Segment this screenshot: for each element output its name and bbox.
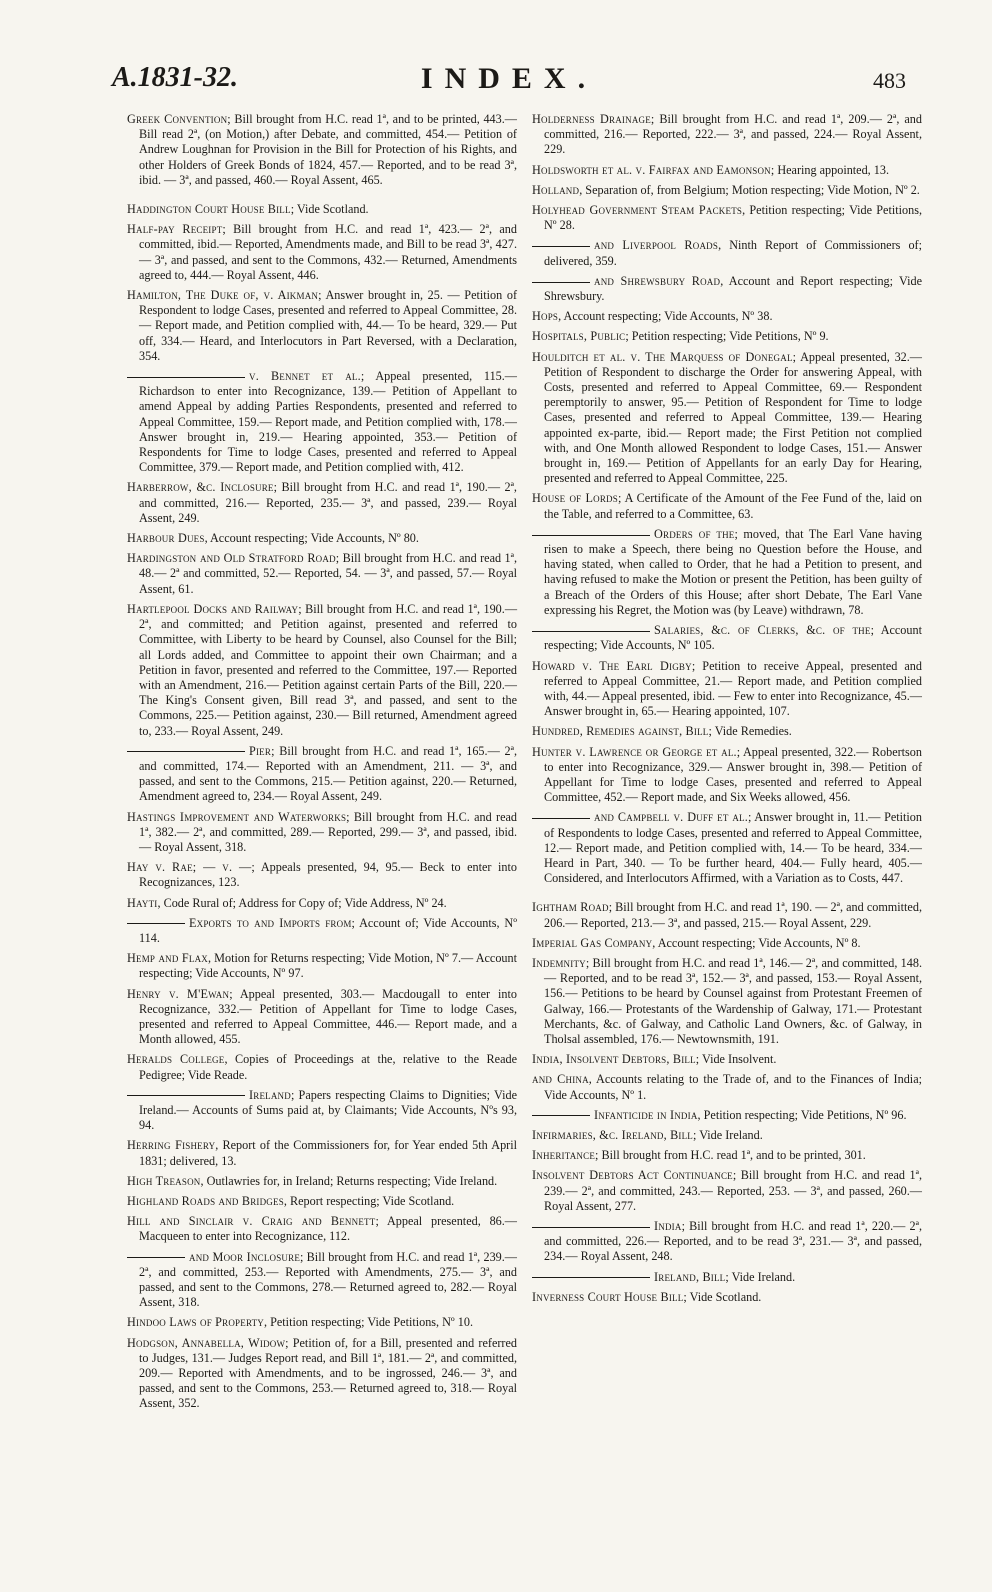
index-entry bbox=[532, 1072, 922, 1102]
entry-headword: and Campbell v. Duff et al. bbox=[594, 810, 748, 825]
entry-text: ; Bill brought from H.C. and read 1ª, 209.— 2ª, and committed, 216.— Reported, 222.— 3ª, and passed, 224.— Royal Assent, 229. bbox=[544, 112, 922, 157]
entry-text: , Accounts relating to the Trade of, and to the Finances of India; Vide Accounts, Nº 1. bbox=[544, 1072, 922, 1102]
entry-headword: Infirmaries, &c. Ireland, Bill bbox=[532, 1127, 694, 1142]
index-entry bbox=[127, 1336, 517, 1412]
repeat-rule bbox=[532, 535, 650, 536]
entry-text: ; Petition respecting; Vide Petitions, Nº 9. bbox=[625, 329, 829, 344]
entry-text: , Petition respecting; Vide Petitions, Nº 28. bbox=[544, 203, 922, 233]
index-entry bbox=[127, 1088, 517, 1134]
entry-headword: v. Bennet et al. bbox=[249, 369, 361, 384]
entry-text: ; Bill brought from H.C. and read 1ª, 239.— 2ª, and committed, 253.— Reported with Amendments, 275.— 3ª, and passed, and sent to the Commons, 278.— Returned agreed to, 282.— Royal Assent, 318. bbox=[139, 1249, 517, 1310]
entry-headword: Hospitals, Public bbox=[532, 329, 626, 344]
repeat-rule bbox=[127, 1095, 245, 1096]
entry-text: , Report respecting; Vide Scotland. bbox=[283, 1194, 455, 1208]
entry-headword: Hayti bbox=[127, 895, 158, 910]
entry-headword: and China bbox=[532, 1072, 589, 1087]
index-entry bbox=[127, 744, 517, 805]
index-entry bbox=[532, 936, 922, 951]
entry-text: ; Vide Scotland. bbox=[683, 1289, 762, 1304]
index-entry bbox=[127, 951, 517, 981]
index-entry bbox=[127, 288, 517, 364]
index-entry bbox=[127, 222, 517, 283]
index-entry bbox=[532, 1270, 922, 1285]
index-entry bbox=[127, 202, 517, 217]
entry-text: ; Bill brought from H.C. read 1ª, and to be printed, 443.— Bill read 2ª, (on Motion,) after Debate, and committed, 454.— Petition of Andrew Loughnan for Provision in the Bill for Protection of his Rights, and other Holders of Greek Bonds of 1824, 457.— Reported, and to be read 3ª, ibid. — 3ª, and passed, 460.— Royal Assent, 465. bbox=[139, 112, 517, 187]
repeat-rule bbox=[127, 751, 245, 752]
entry-text: , Ninth Report of Commissioners of; delivered, 359. bbox=[544, 238, 923, 268]
repeat-rule bbox=[127, 1257, 185, 1258]
index-entry bbox=[127, 480, 517, 526]
entry-text: ; Appeal presented, 322.— Robertson to enter into Recognizance, 329.— Answer brought in, 398.— Petition of Appellant for Time to lodge Cases, presented and referred to Appeal Committee, 452.— Report made, and Six Weeks allowed, 456. bbox=[544, 744, 922, 805]
entry-headword: Indemnity bbox=[532, 955, 586, 970]
entry-text: ; Papers respecting Claims to Dignities; Vide Ireland.— Accounts of Sums paid at, by Claimants; Vide Accounts, Nºs 93, 94. bbox=[139, 1087, 517, 1133]
index-entry bbox=[532, 1108, 922, 1123]
entry-text: ; Hearing appointed, 13. bbox=[770, 162, 890, 177]
entry-headword: Hemp and Flax bbox=[127, 951, 208, 966]
entry-text: , Separation of, from Belgium; Motion respecting; Vide Motion, Nº 2. bbox=[579, 182, 920, 197]
entry-headword: Inverness Court House Bill bbox=[532, 1289, 684, 1304]
index-entry bbox=[532, 724, 922, 739]
index-entry bbox=[127, 551, 517, 597]
entry-headword: High Treason bbox=[127, 1173, 201, 1188]
entry-headword: India bbox=[654, 1219, 682, 1233]
entry-headword: Hastings Improvement and Waterworks bbox=[127, 809, 347, 824]
entry-text: ; Vide Scotland. bbox=[290, 202, 369, 217]
index-entry bbox=[532, 274, 922, 304]
header-year: A.1831-32. bbox=[112, 62, 238, 93]
repeat-rule bbox=[532, 1227, 650, 1228]
entry-text: ; moved, that The Earl Vane having risen to make a Speech, there being no Question before the House, and having stated, when called to Order, that he had a Petition to present, and having refused to make the Motion or present the Petition, has been guilty of a Breach of the Orders of this House; after short Debate, The Earl Vane expressing his Regret, the Motion was (by Leave) withdrawn, 78. bbox=[544, 526, 922, 617]
repeat-rule bbox=[532, 1277, 650, 1278]
entry-text: , Account and Report respecting; Vide Shrewsbury. bbox=[544, 273, 922, 304]
entry-headword: Hamilton, The Duke of, v. Aikman bbox=[127, 288, 319, 303]
entry-text: , Code Rural of; Address for Copy of; Vide Address, Nº 24. bbox=[157, 895, 447, 910]
entry-headword: Holland bbox=[532, 182, 580, 197]
index-entry bbox=[532, 183, 922, 198]
entry-headword: Hundred, Remedies against, Bill bbox=[532, 724, 709, 739]
entry-headword: Ireland, Bill bbox=[654, 1269, 726, 1284]
entry-headword: Pier bbox=[249, 743, 272, 758]
repeat-rule bbox=[532, 246, 590, 247]
entry-headword: Haddington Court House Bill bbox=[127, 202, 291, 217]
entry-text: ; Bill brought from H.C. and read 1ª, 48.— 2ª and committed, 52.— Reported, 54. — 3ª, and passed, 57.— Royal Assent, 61. bbox=[139, 551, 517, 596]
entry-headword: Infanticide in India bbox=[594, 1107, 698, 1122]
entry-text: ; Bill brought from H.C. and read 1ª, 382.— 2ª, and committed, 289.— Reported, 299.— 3ª, and passed, ibid.— Royal Assent, 318. bbox=[139, 809, 518, 854]
index-entry bbox=[127, 1250, 517, 1311]
entry-headword: Inheritance bbox=[532, 1148, 596, 1163]
entry-text: ; Bill brought from H.C. and read 1ª, 165.— 2ª, and committed, 174.— Reported with an Amendment, 211. — 3ª, and passed, and sent to the Commons, 215.— Petition against, 220.— Returned, Amendment agreed to, 234.— Royal Assent, 249. bbox=[139, 743, 517, 804]
index-entry bbox=[127, 1138, 517, 1168]
entry-text: ; Bill brought from H.C. and read 1ª, 423.— 2ª, and committed, ibid.— Reported, Amendments made, and Bill to be read 3ª, 427.— 3ª, and passed, and sent to the Commons, 432.— Returned, Amendments agreed to, 444.— Royal Assent, 446. bbox=[139, 222, 517, 282]
index-entry bbox=[127, 860, 517, 890]
index-entry bbox=[532, 350, 922, 487]
index-entry bbox=[532, 238, 922, 268]
index-entry bbox=[532, 900, 922, 930]
index-entry bbox=[532, 810, 922, 886]
index-entry bbox=[532, 1052, 922, 1067]
repeat-rule bbox=[127, 377, 245, 378]
entry-headword: Hardingston and Old Stratford Road bbox=[127, 551, 336, 566]
index-entry bbox=[532, 1290, 922, 1305]
entry-text: ; Appeal presented, 32.— Petition of Respondent to discharge the Order for answering Appeal, with Costs, presented and referred to Appeal Committee, 69.— Respondent peremptorily to answer, 95.— Petition of Respondent for Time to lodge Cases, presented and referred to Appeal Committee, 139.— Hearing appointed ex-parte, ibid.— Report made; the First Petition not complied with, and One Month allowed Respondent to lodge Cases, 151.— Answer brought in, 169.— Petition of Appellants for an early Day for Hearing, presented and referred to Appeal Committee, 225. bbox=[544, 349, 922, 486]
entry-text: , Outlawries for, in Ireland; Returns respecting; Vide Ireland. bbox=[200, 1173, 498, 1188]
repeat-rule bbox=[532, 631, 650, 632]
entry-headword: Salaries, &c. of Clerks, &c. of the bbox=[654, 623, 871, 638]
page-header bbox=[112, 62, 906, 102]
entry-text: ; Answer brought in, 25. — Petition of Respondent to lodge Cases, presented and referred to Appeal Committee, 28.— Report made, and Petition complied with, 44.— To be heard, 329.— Put off, 334.— Heard, and Interlocutors in Part Reversed, with a Declaration, 354. bbox=[139, 288, 518, 363]
entry-text: ; Petition of, for a Bill, presented and referred to Judges, 131.— Judges Report read, and Bill 1ª, 181.— 2ª, and committed, 209.— Reported with Amendments, and to be ingrossed, 246.— 3ª, and passed, and sent to the Commons, 253.— Returned agreed to, 318.— Royal Assent, 352. bbox=[139, 1335, 517, 1411]
entry-headword: Holyhead Government Steam Packets bbox=[532, 203, 743, 218]
repeat-rule bbox=[532, 818, 590, 819]
left-column bbox=[127, 112, 517, 1417]
entry-text: ; Vide Remedies. bbox=[708, 724, 792, 739]
entry-headword: Heralds College bbox=[127, 1052, 225, 1067]
index-entry bbox=[127, 531, 517, 546]
entry-headword: Herring Fishery bbox=[127, 1138, 216, 1153]
entry-headword: Hodgson, Annabella, Widow bbox=[127, 1335, 286, 1350]
entry-headword: Highland Roads and Bridges bbox=[127, 1194, 284, 1208]
entry-headword: and Moor Inclosure bbox=[189, 1249, 301, 1264]
index-entry bbox=[532, 203, 922, 233]
index-entry bbox=[127, 369, 517, 475]
entry-text: ; Bill brought from H.C. read 1ª, and to be printed, 301. bbox=[595, 1148, 866, 1163]
entry-headword: Imperial Gas Company bbox=[532, 935, 653, 950]
repeat-rule bbox=[532, 282, 590, 283]
right-column bbox=[532, 112, 922, 1310]
index-entry bbox=[127, 112, 517, 188]
entry-text: ; A Certificate of the Amount of the Fee Fund of the, laid on the Table, and referred to a Committee, 63. bbox=[544, 491, 923, 521]
entry-headword: Harbour Dues bbox=[127, 531, 205, 546]
index-entry bbox=[127, 987, 517, 1048]
repeat-rule bbox=[532, 1115, 590, 1116]
entry-text: , Copies of Proceedings at the, relative to the Reade Pedigree; Vide Reade. bbox=[139, 1052, 517, 1082]
index-entry bbox=[532, 112, 922, 158]
entry-headword: and Liverpool Roads bbox=[594, 238, 719, 253]
entry-text: ; Vide Ireland. bbox=[725, 1269, 796, 1284]
entry-text: , Petition respecting; Vide Petitions, Nº 96. bbox=[697, 1107, 907, 1122]
entry-headword: Exports to and Imports from bbox=[189, 915, 352, 930]
index-entry bbox=[532, 659, 922, 720]
entry-text: , Report of the Commissioners for, for Year ended 5th April 1831; delivered, 13. bbox=[139, 1138, 517, 1168]
entry-headword: and Shrewsbury Road bbox=[594, 273, 721, 288]
index-entry bbox=[532, 1168, 922, 1214]
entry-text: Appeals presented, 94, 95.— Beck to enter into Recognizances, 123. bbox=[139, 860, 517, 890]
index-entry bbox=[127, 1052, 517, 1082]
index-entry bbox=[532, 1148, 922, 1163]
entry-headword: Holderness Drainage bbox=[532, 112, 651, 126]
index-entry bbox=[127, 916, 517, 946]
index-entry bbox=[127, 1214, 517, 1244]
entry-text: ; Appeal presented, 115.— Richardson to enter into Recognizance, 139.— Petition of Appellant to amend Appeal by adding Parties Respondents, presented and referred to Appeal Committee, 159.— Report made, and Petition complied with, 178.— Answer brought in, 219.— Hearing appointed, 353.— Petition of Respondents for Time to lodge Cases, presented and referred to Appeal Committee, 379.— Report made, and Petition complied with, 412. bbox=[139, 369, 517, 475]
entry-text: , Motion for Returns respecting; Vide Motion, Nº 7.— Account respecting; Vide Accounts, Nº 97. bbox=[139, 951, 517, 981]
entry-text: , Petition respecting; Vide Petitions, Nº 10. bbox=[264, 1315, 473, 1330]
entry-text: ; Bill brought from H.C. and read 1ª, 239.— 2ª, and committed, 243.— Reported, 253. — 3ª, and passed, 260.— Royal Assent, 277. bbox=[544, 1168, 922, 1213]
index-entry bbox=[127, 1194, 517, 1209]
entry-text: ; Bill brought from H.C. and read 1ª, 190.— 2ª, and committed, 216.— Reported, 235.— 3ª, and passed, 239.— Royal Assent, 249. bbox=[139, 480, 517, 525]
index-entry bbox=[532, 1219, 922, 1265]
entry-headword: Ireland bbox=[249, 1087, 291, 1102]
entry-headword: India, Insolvent Debtors, Bill bbox=[532, 1052, 696, 1067]
entry-text: ; Account of; Vide Accounts, Nº 114. bbox=[139, 915, 517, 945]
entry-headword: Ightham Road bbox=[532, 900, 609, 915]
index-entry bbox=[532, 1128, 922, 1143]
index-entry bbox=[532, 623, 922, 653]
entry-headword: Henry v. M'Ewan bbox=[127, 986, 230, 1001]
entry-text: ; Account respecting; Vide Accounts, Nº 105. bbox=[544, 623, 922, 653]
header-title: INDEX. bbox=[420, 62, 598, 95]
index-entry bbox=[127, 896, 517, 911]
index-entry bbox=[127, 1174, 517, 1189]
entry-headword: House of Lords bbox=[532, 491, 618, 506]
entry-headword: Insolvent Debtors Act Continuance bbox=[532, 1168, 733, 1183]
entry-headword: Hartlepool Docks and Railway bbox=[127, 601, 299, 616]
entry-headword: Orders of the bbox=[654, 526, 735, 541]
index-entry bbox=[532, 956, 922, 1047]
entry-headword: Hindoo Laws of Property bbox=[127, 1315, 265, 1330]
entry-text: ; Appeal presented, 86.— Macqueen to enter into Recognizance, 112. bbox=[139, 1214, 517, 1244]
page-number: 483 bbox=[873, 68, 906, 93]
entry-headword: Houlditch et al. v. The Marquess of Donegal bbox=[532, 349, 793, 364]
entry-text: ; Vide Ireland. bbox=[693, 1127, 763, 1142]
entry-headword: Greek Convention bbox=[127, 112, 228, 126]
entry-headword: Hops bbox=[532, 309, 559, 324]
entry-headword: Hunter v. Lawrence or George et al. bbox=[532, 744, 737, 759]
entry-headword: Harberrow, &c. Inclosure bbox=[127, 480, 274, 495]
entry-text: ; Petition to receive Appeal, presented and referred to Appeal Committee, 21.— Report made, and Petition complied with, 44.— Appeal presented, ibid. — Few to enter into Recognizance, 45.— Answer brought in, 65.— Hearing appointed, 107. bbox=[544, 658, 922, 719]
index-entry bbox=[532, 745, 922, 806]
entry-text: , Account respecting; Vide Accounts, Nº 38. bbox=[558, 309, 773, 324]
entry-text: , Account respecting; Vide Accounts, Nº 8. bbox=[652, 935, 861, 950]
entry-text: ; Vide Insolvent. bbox=[695, 1052, 777, 1067]
entry-text: , Account respecting; Vide Accounts, Nº 80. bbox=[204, 531, 419, 546]
index-entry bbox=[532, 329, 922, 344]
index-entry bbox=[532, 491, 922, 521]
entry-headword: Hay v. Rae; — v. —; bbox=[127, 860, 255, 875]
entry-text: ; Bill brought from H.C. and read 1ª, 146.— 2ª, and committed, 148.— Reported, and to be read 3ª, 152.— 3ª, and passed, 153.— Royal Assent, 156.— Petitions to be heard by Counsel against from Protestant Freemen of Galway, 166.— Protestants of the Wardenship of Galway, 171.— Protestant Merchants, &c. of Galway, and Catholic Land Owners, &c. of Galway, in Tholsal assembled, 176.— Newtownsmith, 191. bbox=[544, 955, 922, 1046]
entry-text: ; Bill brought from H.C. and read 1ª, 220.— 2ª, and committed, 226.— Reported, and to be read 3ª, 231.— 3ª, and passed, 234.— Royal Assent, 248. bbox=[544, 1219, 922, 1264]
entry-headword: Howard v. The Earl Digby bbox=[532, 658, 692, 673]
entry-text: ; Appeal presented, 303.— Macdougall to enter into Recognizance, 332.— Petition of Appellant for Time to lodge Cases, presented and referred to Appeal Committee, 446.— Report made, and a Month allowed, 455. bbox=[139, 986, 517, 1047]
entry-headword: Half-pay Receipt bbox=[127, 222, 223, 237]
repeat-rule bbox=[127, 923, 185, 924]
index-entry bbox=[532, 163, 922, 178]
index-entry bbox=[127, 810, 517, 856]
index-entry bbox=[127, 602, 517, 739]
entry-text: ; Bill brought from H.C. and read 1ª, 190.— 2ª, and committed; and Petition against, presented and referred to Committee, with Liberty to be heard by Counsel, also Counsel for the Bill; all Lords added, and Committee to appoint their own Chairman; and a Petition in favor, presented and referred to the Committee, 197.— Reported with an Amendment, 216.— Petition against certain Parts of the Bill, 220.— The King's Consent given, Bill read 3ª, and passed, and sent to the Commons, 225.— Petition against, 230.— Bill returned, Amendment agreed to, 233.— Royal Assent, 249. bbox=[139, 601, 518, 738]
entry-headword: Holdsworth et al. v. Fairfax and Eamonson bbox=[532, 162, 771, 177]
index-entry bbox=[532, 527, 922, 618]
entry-text: ; Bill brought from H.C. and read 1ª, 190. — 2ª, and committed, 206.— Reported, 213.— 3ª, and passed, 215.— Royal Assent, 229. bbox=[544, 900, 922, 930]
index-entry bbox=[127, 1315, 517, 1330]
entry-headword: Hill and Sinclair v. Craig and Bennett bbox=[127, 1214, 376, 1229]
entry-text: ; Answer brought in, 11.— Petition of Respondents to lodge Cases, presented and referred to Appeal Committee, 12.— Report made, and Petition complied with, 14.— To be heard, 334.— Heard in Part, 340. — To be further heard, 404.— Fully heard, 405.— Considered, and Interlocutors Affirmed, with a Variation as to Costs, 447. bbox=[544, 810, 922, 886]
index-entry bbox=[532, 309, 922, 324]
